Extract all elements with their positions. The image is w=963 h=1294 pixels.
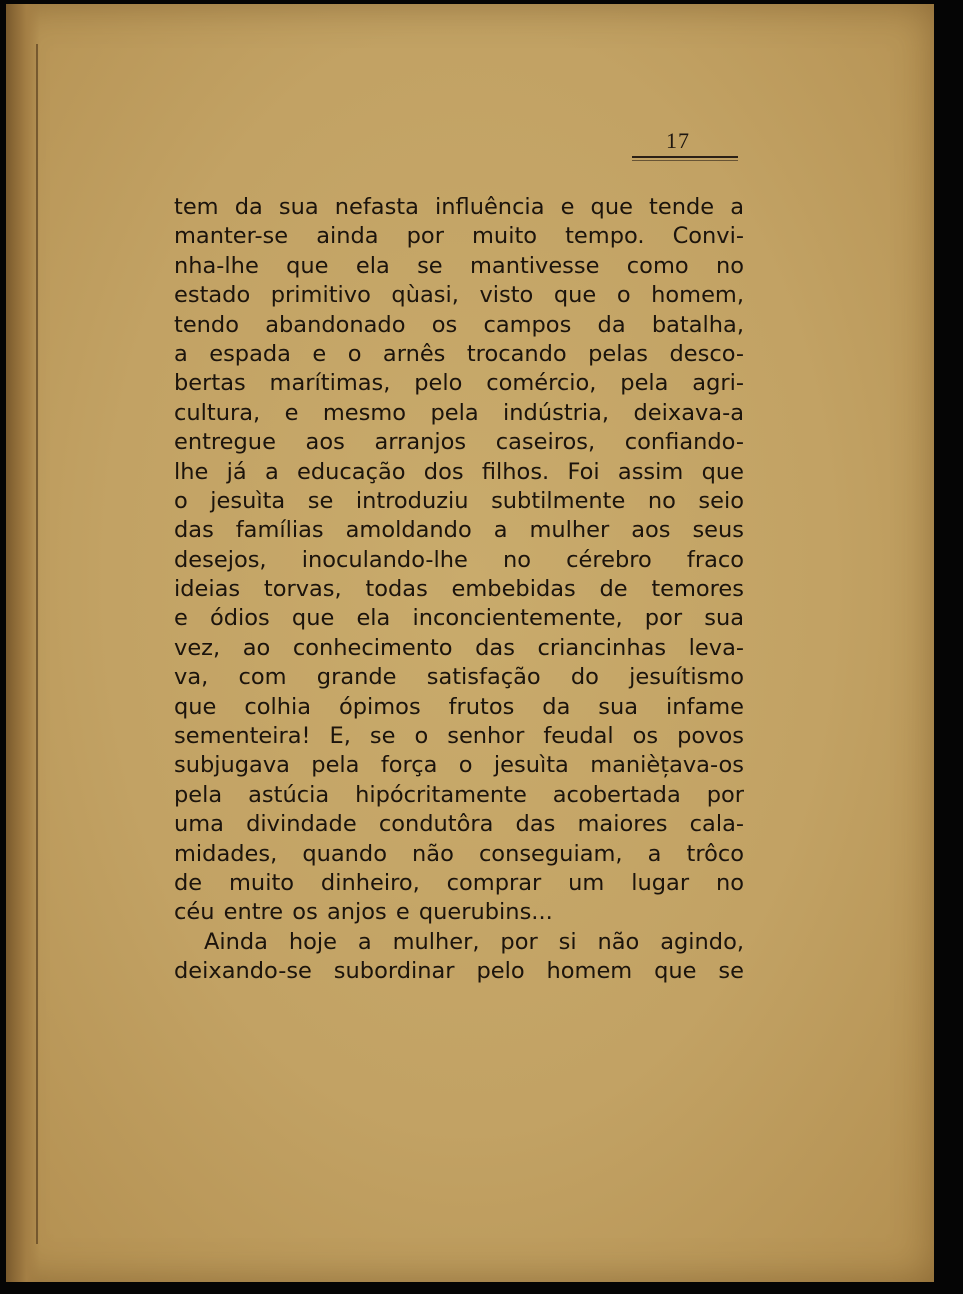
page-gutter [6,4,40,1282]
body-text [174,193,744,987]
text-line: uma divindade condutôra das maiores cala- [174,811,744,838]
text-line: ideias torvas, todas embebidas de temores [174,576,744,603]
text-line: de muito dinheiro, comprar um lugar no [174,869,744,896]
text-line: cultura, e mesmo pela indústria, deixava-a [174,399,744,426]
text-line: a espada e o arnês trocando pelas desco- [174,340,744,367]
text-line: céu entre os anjos e querubins... [174,899,553,926]
text-line: das famílias amoldando a mulher aos seus [174,517,744,544]
text-line: desejos, inoculando-lhe no cérebro fraco [174,546,744,573]
binding-edge [36,44,38,1244]
text-line: sementeira! E, se o senhor feudal os povos [174,723,744,750]
paragraph-first-line: Ainda hoje a mulher, por si não agindo, [204,928,744,955]
text-line: vez, ao conhecimento das criancinhas leva- [174,634,744,661]
text-line: nha-lhe que ela se mantivesse como no [174,252,744,279]
text-line: lhe já a educação dos filhos. Foi assim que [174,458,744,485]
text-line: pela astúcia hipócritamente acobertada por [174,781,744,808]
header-rule [632,156,738,158]
text-line: o jesuìta se introduziu subtilmente no seio [174,487,744,514]
text-line: tendo abandonado os campos da batalha, [174,311,744,338]
text-line: va, com grande satisfação do jesuítismo [174,664,744,691]
header-rule-secondary [632,160,738,161]
text-line: tem da sua nefasta influência e que tende a [174,194,744,220]
text-line: bertas marítimas, pelo comércio, pela agri- [174,370,744,397]
text-line: e ódios que ela inconcientemente, por sua [174,605,744,632]
text-line: midades, quando não conseguiam, a trôco [174,840,744,867]
text-line: subjugava pela força o jesuìta manièțava-os [174,752,744,779]
text-line: que colhia ópimos frutos da sua infame [174,693,744,720]
page-number: 17 [666,128,690,153]
text-line: manter-se ainda por muito tempo. Convi- [174,223,744,250]
text-line: entregue aos arranjos caseiros, confiando- [174,429,744,456]
text-line: estado primitivo qùasi, visto que o homem, [174,282,744,309]
text-line: deixando-se subordinar pelo homem que se [174,958,744,985]
